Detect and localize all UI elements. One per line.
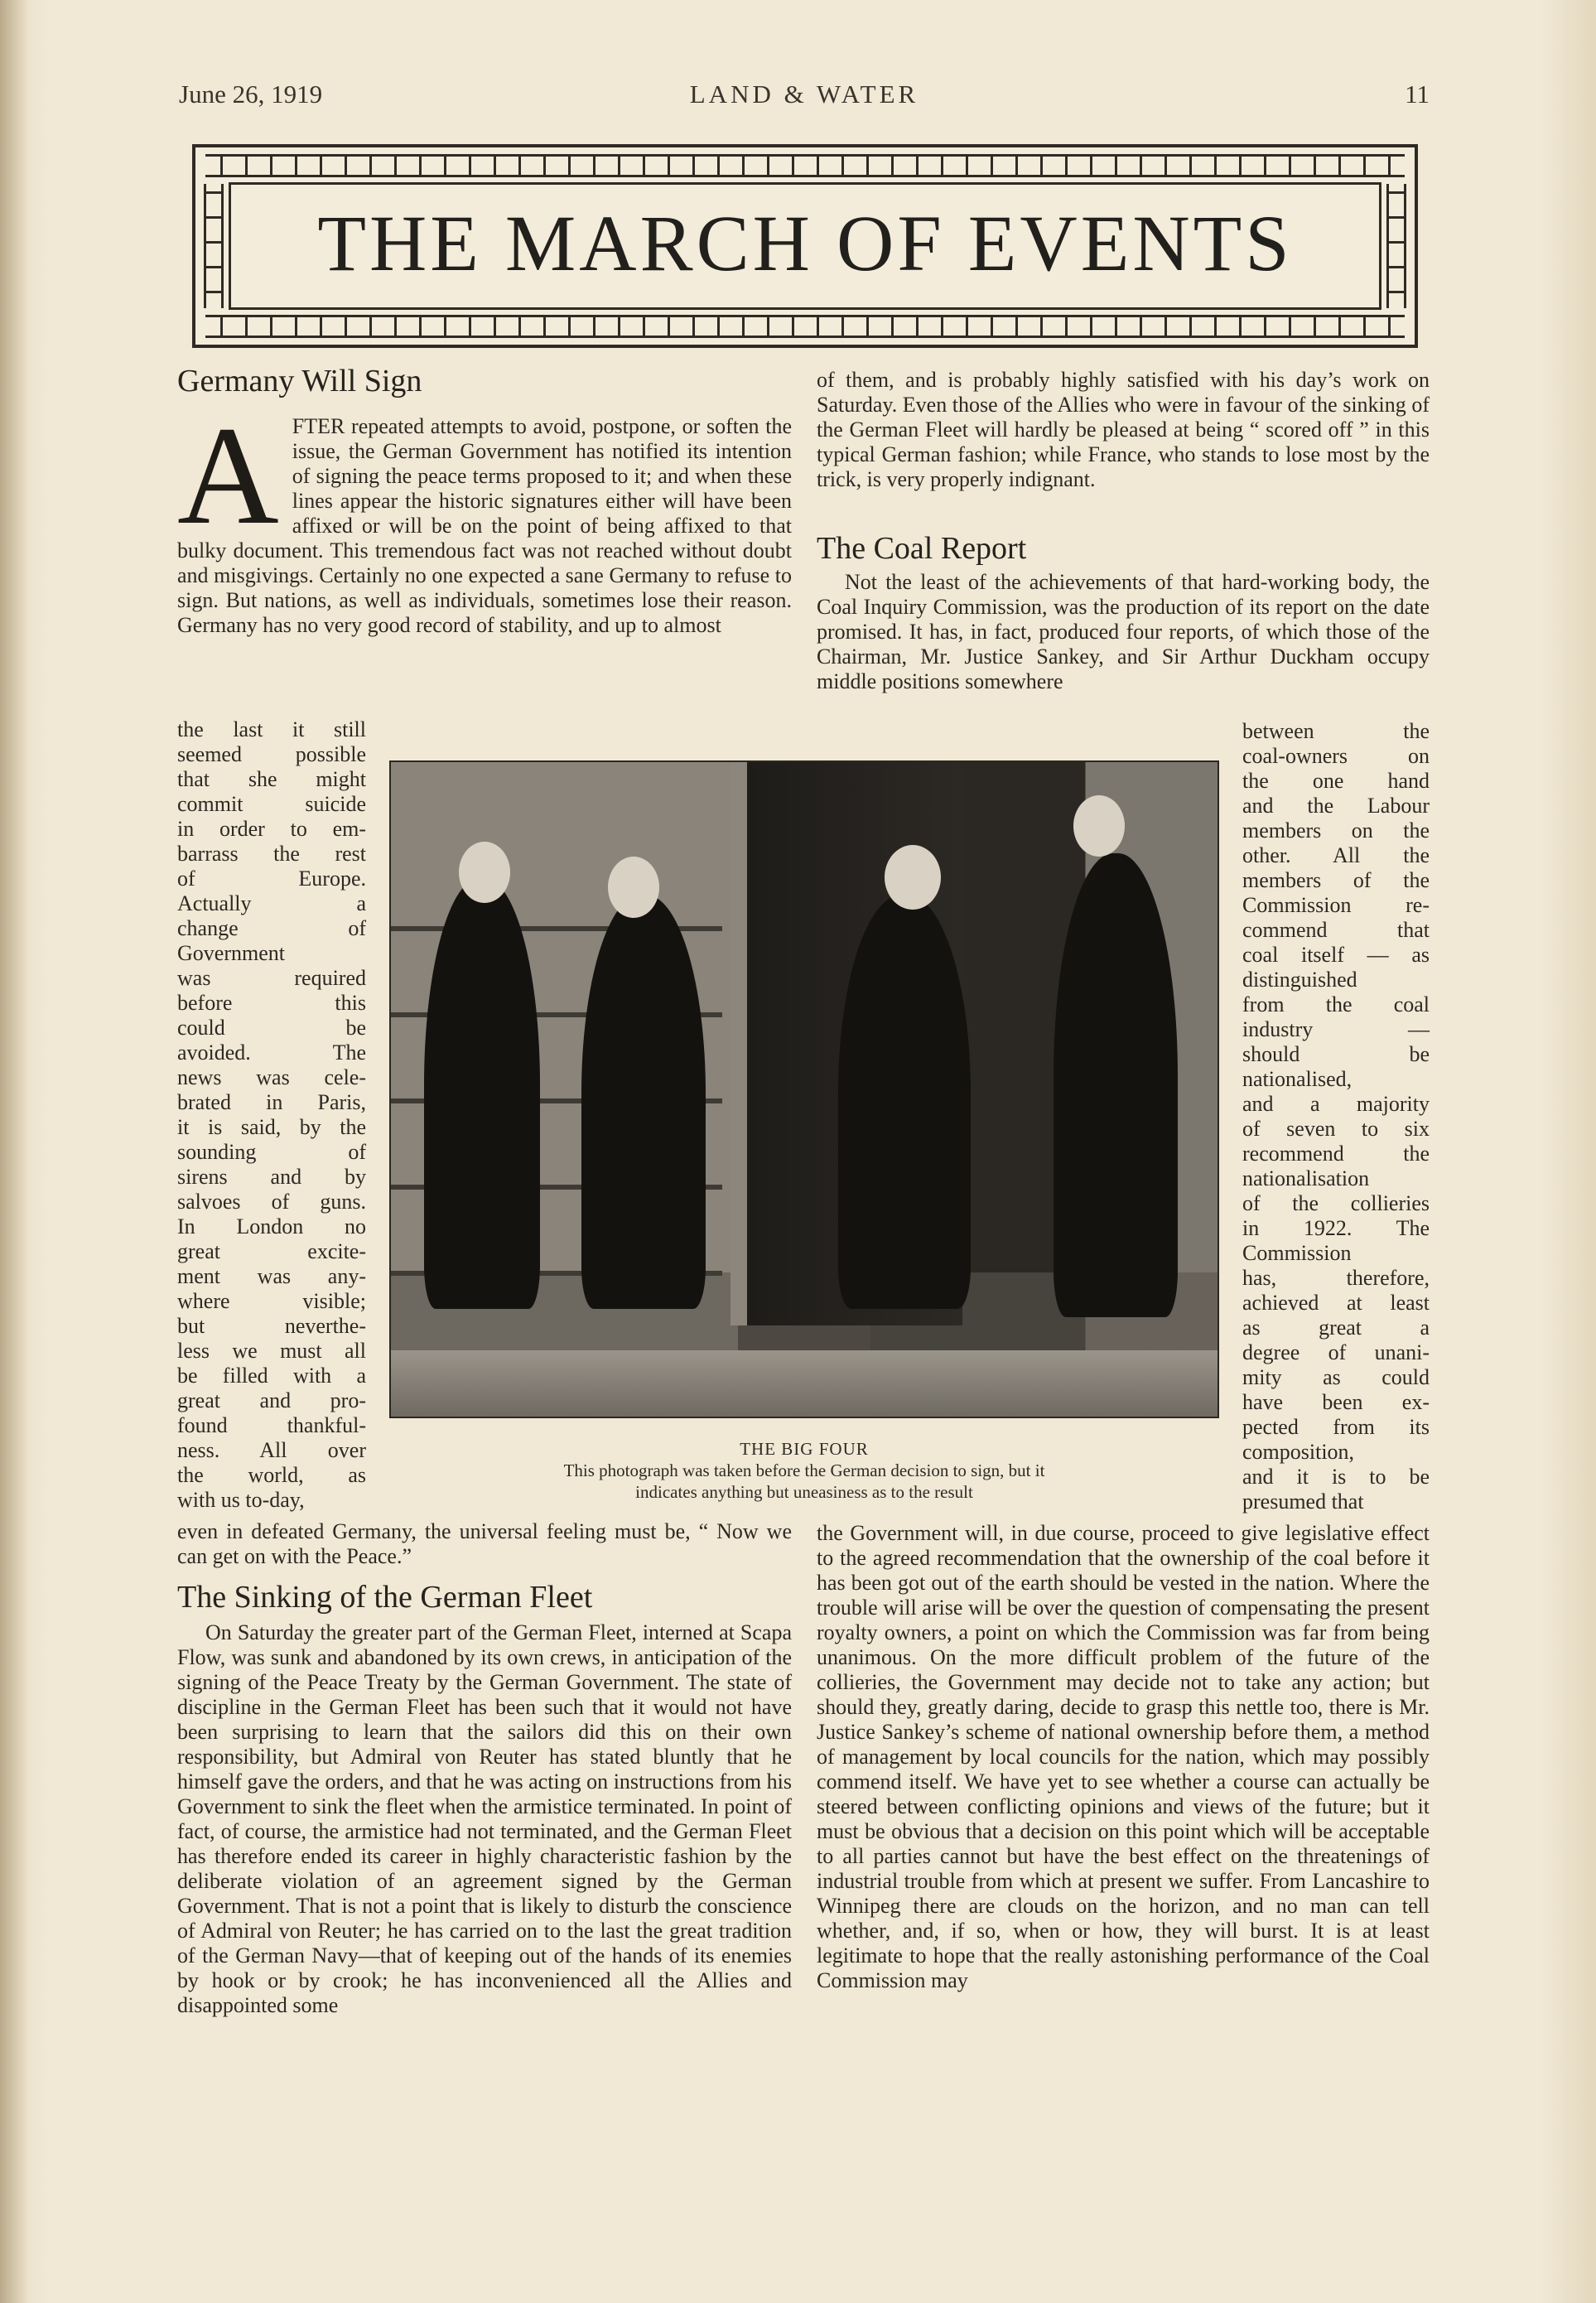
photo-steps [391,1350,1217,1417]
germany-narrow-line: of Europe. [177,867,366,891]
coal-narrow-line: pected from its [1242,1415,1430,1439]
coal-narrow-line: degree of unani- [1242,1340,1430,1364]
issue-date: June 26, 1919 [179,80,323,109]
germany-narrow-line: where visible; [177,1289,366,1313]
fleet-body-block [177,1620,792,2018]
photo-figure-2 [581,895,706,1309]
page-spine [0,0,28,2303]
germany-para-top: FTER repeated attempts to avoid, postpone, or soften the issue, the German Government has notified its intention of signing the peace terms proposed to it; and when these lines appear the historic signatures either will have been affixed or will be on the point of being affixed to that bulky document. This tremendous fact was not reached without doubt and misgivings. Certainly no one expected a sane Germany to refuse to sign. But nations, as well as individuals, sometimes lose their reason. Germany has no very good record of stability, and up to almost [177,414,792,637]
ornament-top [205,154,1405,177]
coal-narrow-line: nationalisation [1242,1166,1370,1190]
germany-narrow-line: before this [177,991,366,1015]
germany-narrow-column [177,717,366,1513]
photo-head-4 [1073,795,1125,857]
coal-narrow-line: coal-owners on [1242,744,1430,768]
coal-narrow-line: distinguished [1242,968,1357,992]
coal-narrow-line: presumed that [1242,1489,1364,1514]
coal-narrow-line: achieved at least [1242,1291,1430,1315]
photo-head-1 [459,842,510,903]
coal-narrow-line: mity as could [1242,1365,1430,1389]
photo-figure-1 [424,878,540,1309]
coal-narrow-line: has, therefore, [1242,1266,1430,1290]
germany-narrow-line: was required [177,966,366,990]
coal-para-end-block [817,1521,1430,1993]
fleet-continued-block [817,368,1430,492]
photo-figure-4 [1054,853,1178,1317]
germany-narrow-line: avoided. The [177,1040,366,1065]
germany-narrow-line: news was cele- [177,1065,366,1089]
germany-narrow-line: salvoes of guns. [177,1190,366,1214]
coal-narrow-line: other. All the [1242,843,1430,867]
germany-narrow-line: great and pro- [177,1388,366,1412]
coal-narrow-line: coal itself — as [1242,943,1430,967]
big-four-photo [389,760,1219,1418]
germany-narrow-line: be filled with a [177,1364,366,1388]
coal-narrow-line: of the collieries [1242,1191,1430,1215]
heading-coal: The Coal Report [817,531,1027,566]
heading-germany: Germany Will Sign [177,364,422,398]
germany-narrow-line: the last it still [177,717,366,741]
coal-narrow-line: the one hand [1242,769,1430,793]
coal-narrow-line: recommend the [1242,1142,1430,1166]
coal-narrow-line: and the Labour [1242,794,1430,818]
coal-narrow-line: should be [1242,1042,1430,1066]
magazine-name: LAND & WATER [689,80,919,109]
page-title: THE MARCH OF EVENTS [317,199,1293,287]
caption-text: This photograph was taken before the German decision to sign, but it indicates anything but uneasiness as to the result [563,1460,1045,1502]
coal-intro-block [817,570,1430,694]
coal-narrow-line: members on the [1242,818,1430,843]
germany-narrow-line: that she might [177,767,366,791]
coal-narrow-line: Commission [1242,1241,1352,1265]
germany-narrow-line: ment was any- [177,1264,366,1288]
germany-narrow-line: but neverthe- [177,1314,366,1338]
germany-intro [177,398,792,638]
germany-narrow-line: seemed possible [177,742,366,766]
heading-fleet: The Sinking of the German Fleet [177,1580,593,1615]
coal-narrow-line: nationalised, [1242,1067,1353,1091]
germany-narrow-line: Actually a [177,891,366,915]
germany-narrow-line: with us to-day, [177,1488,305,1512]
photo-door-frame [730,762,747,1325]
coal-para-top: Not the least of the achievements of that hard-working body, the Coal Inquiry Commission, was the production of its report on the date promised. It has, in fact, produced four reports, of which those of the Chairman, Mr. Justice Sankey, and Sir Arthur Duckham occupy middle positions somewhere [817,570,1430,693]
coal-narrow-line: as great a [1242,1316,1430,1340]
photo-caption [389,1438,1219,1503]
germany-narrow-line: could be [177,1016,366,1040]
photo-head-2 [608,857,659,918]
coal-para-end: the Government will, in due course, proceed to give legislative effect to the agreed recommendation that the ownership of the coal before it has been got out of the earth should be vested in the nation. Where the trouble will arise will be over the question of compensating the present royalty owners, a point on which the Commission was far from being unanimous. On the more difficult problem of the future of the collieries, the Government may decide not to take any action; but should they, greatly daring, decide to grasp this nettle too, there is Mr. Justice Sankey’s scheme of national ownership before them, a method of management by local councils for the nation, which may possibly commend itself. We have yet to see whether a course can actually be steered between conflicting opinions and views of the future; but it must be obvious that a decision on this point which will be acceptable to all parties cannot but have the best effect on the threatenings of industrial trouble from which at present we suffer. From Lancashire to Winnipeg there are clouds on the horizon, and no man can tell whether, and, if so, when or how, they will burst. It is at least legitimate to hope that the really astonishing performance of the Coal Commission may [817,1521,1430,1992]
germany-narrow-line: sounding of [177,1140,366,1164]
germany-narrow-line: brated in Paris, [177,1090,366,1114]
page-number: 11 [1405,80,1430,109]
germany-narrow-line: Government [177,941,285,965]
running-header [179,80,1430,116]
coal-narrow-line: in 1922. The [1242,1216,1430,1240]
coal-narrow-line: of seven to six [1242,1117,1430,1141]
coal-narrow-line: members of the [1242,868,1430,892]
photo-head-3 [885,845,941,910]
coal-narrow-line: between the [1242,719,1430,743]
coal-narrow-line: and a majority [1242,1092,1430,1116]
germany-narrow-line: barrass the rest [177,842,366,866]
fleet-body: On Saturday the greater part of the German Fleet, interned at Scapa Flow, was sunk and abandoned by its own crews, in anticipation of the signing of the Peace Treaty by the German Government. The state of discipline in the German Fleet has been such that it would not have been surprising to learn that the sailors did this on their own responsibility, but Admiral von Reuter has stated bluntly that he himself gave the orders, and that he was acting on instructions from his Government to sink the fleet when the armistice terminated. In point of fact, of course, the armistice had not terminated, and the German Fleet has therefore ended its career in highly characteristic fashion by the deliberate violation of an agreement signed by the German Government. That is not a point that is likely to disturb the conscience of Admiral von Reuter; he has carried on to the last the great tradition of the German Navy—that of keeping out of the hands of its enemies by hook or by crook; he has inconvenienced all the Allies and disappointed some [177,1620,792,2017]
coal-narrow-line: composition, [1242,1440,1355,1464]
germany-narrow-line: found thankful- [177,1413,366,1437]
drop-cap: A [177,398,279,553]
germany-narrow-line: commit suicide [177,792,366,816]
germany-narrow-line: in order to em- [177,817,366,841]
fleet-continued: of them, and is probably highly satisfied with his day’s work on Saturday. Even those of the Allies who were in favour of the sinking of the German Fleet will hardly be pleased at being “ scored off ” in this typical German fashion; while France, who stands to lose most by the trick, is very properly indignant. [817,368,1430,491]
coal-narrow-column [1242,719,1430,1514]
coal-narrow-line: industry — [1242,1017,1430,1041]
caption-title: THE BIG FOUR [740,1439,869,1459]
germany-narrow-line: it is said, by the [177,1115,366,1139]
coal-narrow-line: and it is to be [1242,1465,1430,1489]
germany-narrow-line: less we must all [177,1339,366,1363]
germany-narrow-line: great excite- [177,1239,366,1263]
photo-figure-3 [838,895,971,1309]
germany-para-end: even in defeated Germany, the universal feeling must be, “ Now we can get on with the Peace.” [177,1519,792,1568]
germany-narrow-line: change of [177,916,366,940]
coal-narrow-line: from the coal [1242,992,1430,1016]
title-banner [192,144,1418,348]
coal-narrow-line: commend that [1242,918,1430,942]
coal-narrow-line: have been ex- [1242,1390,1430,1414]
ornament-bottom [205,315,1405,338]
coal-narrow-line: Commission re- [1242,893,1430,917]
germany-para-end-block [177,1519,792,1569]
germany-narrow-line: sirens and by [177,1165,366,1189]
germany-narrow-line: In London no [177,1214,366,1238]
germany-narrow-line: the world, as [177,1463,366,1487]
germany-narrow-line: ness. All over [177,1438,366,1462]
